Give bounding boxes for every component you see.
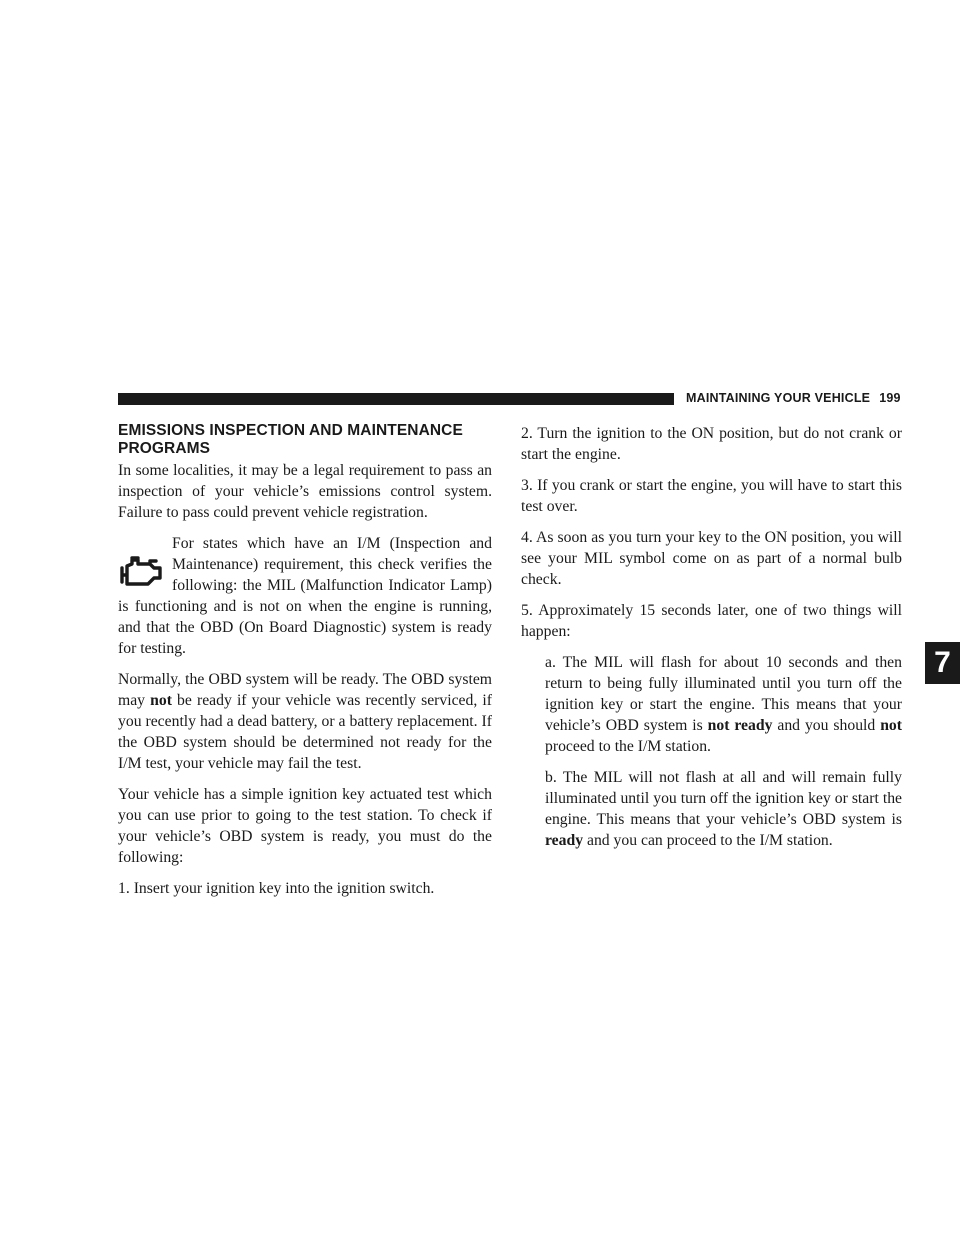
step-5b-text-1: b. The MIL will not flash at all and will remain fully illuminated until you turn off the ignition key or start the engine. This means that your vehicle’s OBD system is <box>545 769 902 828</box>
running-head-title: MAINTAINING YOUR VEHICLE <box>686 391 871 405</box>
running-head <box>686 391 901 405</box>
obd-ready-text-b: be ready if your vehicle was recently serviced, if you recently had a dead battery, or a battery replacement. If the OBD system should be determined not ready for the I/M test, your vehicle may fail the test. <box>118 692 492 772</box>
chapter-tab: 7 <box>925 642 960 684</box>
header-rule <box>118 393 674 405</box>
step-5a-emphasis-2: not <box>880 717 902 734</box>
step-3: 3. If you crank or start the engine, you will have to start this test over. <box>521 477 902 515</box>
step-5: 5. Approximately 15 seconds later, one of two things will happen: <box>521 602 902 640</box>
section-title: EMISSIONS INSPECTION AND MAINTENANCE PROGRAMS <box>118 422 463 457</box>
mil-paragraph-text: For states which have an I/M (Inspection and Maintenance) requirement, this check verifies the following: the MIL (Malfunction Indicator Lamp) is functioning and is not on when the engine is running, and that the OBD (On Board Diagnostic) system is ready for testing. <box>118 535 492 657</box>
step-5a-text-2: and you should <box>772 717 881 734</box>
step-5a-text-3: proceed to the I/M station. <box>545 738 711 755</box>
obd-ready-emphasis: not <box>150 692 172 709</box>
page-number: 199 <box>879 391 901 405</box>
mil-paragraph <box>118 533 492 659</box>
intro-paragraph: In some localities, it may be a legal requirement to pass an inspection of your vehicle’s emissions control system. Failure to pass could prevent vehicle registration. <box>118 462 492 521</box>
left-column <box>118 422 492 909</box>
step-5a-text-1: a. The MIL will flash for about 10 seconds and then return to being fully illuminated until you turn off the ignition key or start the engine. This means that your vehicle’s OBD system is <box>545 654 902 734</box>
step-4: 4. As soon as you turn your key to the ON position, you will see your MIL symbol come on as part of a normal bulb check. <box>521 529 902 588</box>
step-1: 1. Insert your ignition key into the ignition switch. <box>118 880 435 897</box>
step-5a <box>545 652 902 757</box>
obd-ready-text-a: Normally, the OBD system will be ready. The OBD system may <box>118 671 492 709</box>
step-5b <box>545 767 902 851</box>
step-5a-emphasis-1: not ready <box>707 717 773 734</box>
obd-ready-paragraph <box>118 669 492 774</box>
step-2: 2. Turn the ignition to the ON position, but do not crank or start the engine. <box>521 425 902 463</box>
test-paragraph: Your vehicle has a simple ignition key actuated test which you can use prior to going to the test station. To check if your vehicle’s OBD system is ready, you must do the following: <box>118 786 492 866</box>
step-5b-emphasis: ready <box>545 832 584 849</box>
right-column <box>521 423 902 861</box>
engine-check-icon <box>118 554 164 590</box>
step-5b-text-2: and you can proceed to the I/M station. <box>583 832 833 849</box>
